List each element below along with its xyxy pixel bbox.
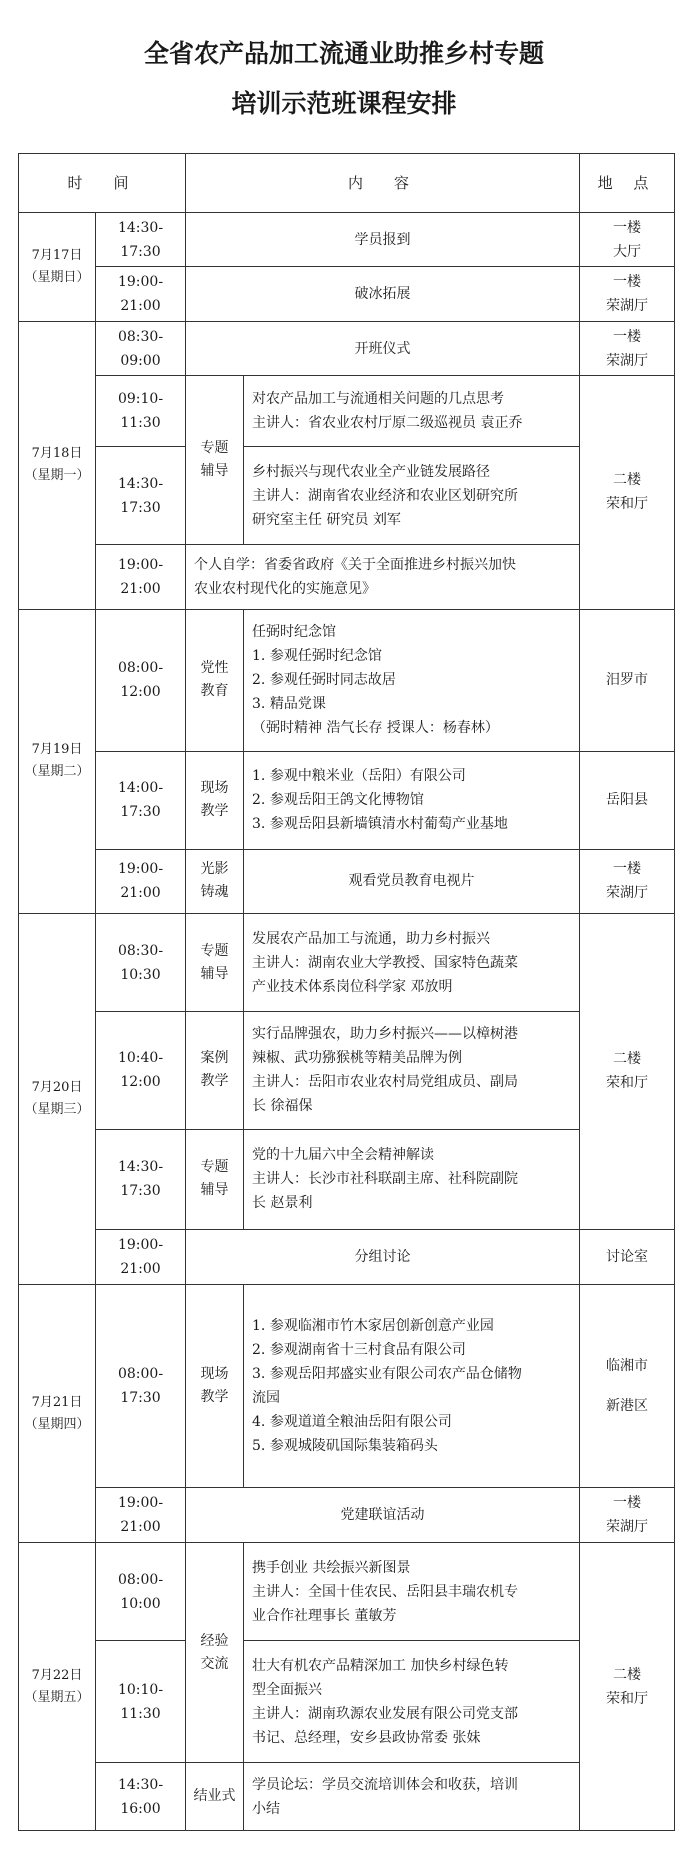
table-row [19, 1129, 675, 1229]
place-cell: 一楼 荣湖厅 [580, 321, 675, 375]
category-cell: 专题 辅导 [186, 914, 244, 1012]
place-cell: 讨论室 [580, 1229, 675, 1285]
content-cell: 携手创业 共绘振兴新图景 主讲人：全国十佳农民、岳阳县丰瑞农机专 业合作社理事长 董敏芳 [244, 1543, 580, 1641]
content-cell: 开班仪式 [186, 321, 580, 375]
date-cell: 7月22日 （星期五） [19, 1543, 96, 1831]
category-cell: 党性 教育 [186, 609, 244, 751]
content-cell: 1. 参观临湘市竹木家居创新创意产业园 2. 参观湖南省十三村食品有限公司 3. 参观岳阳邦盛实业有限公司农产品仓储物 流园 4. 参观道道全粮油岳阳有限公司 5. 参观城陵矶国际集装箱码头 [244, 1285, 580, 1487]
table-row [19, 1285, 675, 1487]
place-cell: 一楼 荣湖厅 [580, 267, 675, 321]
schedule-table [18, 153, 675, 1831]
time-cell: 19:00-21:00 [96, 1229, 186, 1285]
content-cell: 党的十九届六中全会精神解读 主讲人：长沙市社科联副主席、社科院副院 长 赵景利 [244, 1129, 580, 1229]
table-row [19, 321, 675, 375]
content-cell: 破冰拓展 [186, 267, 580, 321]
table-row [19, 914, 675, 1012]
place-cell: 二楼 荣和厅 [580, 914, 675, 1230]
place-cell: 二楼 荣和厅 [580, 1543, 675, 1831]
table-row [19, 1543, 675, 1641]
time-cell: 09:10-11:30 [96, 376, 186, 447]
place-cell: 二楼 荣和厅 [580, 376, 675, 609]
date-cell: 7月20日 （星期三） [19, 914, 96, 1285]
table-row [19, 376, 675, 447]
time-cell: 14:30-17:30 [96, 447, 186, 545]
header-time: 时 间 [19, 154, 186, 213]
category-cell: 专题 辅导 [186, 1129, 244, 1229]
content-cell: 学员报到 [186, 212, 580, 266]
table-row [19, 212, 675, 266]
content-cell: 分组讨论 [186, 1229, 580, 1285]
category-cell: 案例 教学 [186, 1011, 244, 1129]
table-row [19, 751, 675, 849]
time-cell: 08:00-12:00 [96, 609, 186, 751]
date-cell: 7月21日 （星期四） [19, 1285, 96, 1543]
header-row [19, 154, 675, 213]
place-cell: 一楼 大厅 [580, 212, 675, 266]
content-cell: 发展农产品加工与流通，助力乡村振兴 主讲人：湖南农业大学教授、国家特色蔬菜 产业技术体系岗位科学家 邓放明 [244, 914, 580, 1012]
content-cell: 观看党员教育电视片 [244, 849, 580, 913]
content-cell: 对农产品加工与流通相关问题的几点思考 主讲人：省农业农村厅原二级巡视员 袁正乔 [244, 376, 580, 447]
category-cell: 经验 交流 [186, 1543, 244, 1763]
table-row [19, 1487, 675, 1543]
table-row [19, 1763, 675, 1831]
table-row [19, 1229, 675, 1285]
header-content: 内 容 [186, 154, 580, 213]
time-cell: 08:00-17:30 [96, 1285, 186, 1487]
content-cell: 实行品牌强农，助力乡村振兴——以樟树港 辣椒、武功猕猴桃等精美品牌为例 主讲人：岳阳市农业农村局党组成员、副局 长 徐福保 [244, 1011, 580, 1129]
content-cell: 乡村振兴与现代农业全产业链发展路径 主讲人：湖南省农业经济和农业区划研究所 研究室主任 研究员 刘军 [244, 447, 580, 545]
content-cell: 个人自学：省委省政府《关于全面推进乡村振兴加快 农业农村现代化的实施意见》 [186, 545, 580, 609]
content-cell: 任弼时纪念馆 1. 参观任弼时纪念馆 2. 参观任弼时同志故居 3. 精品党课 （弼时精神 浩气长存 授课人：杨春林） [244, 609, 580, 751]
place-cell: 一楼 荣湖厅 [580, 1487, 675, 1543]
table-row [19, 1011, 675, 1129]
page-title: 全省农产品加工流通业助推乡村专题 [143, 39, 544, 68]
date-cell: 7月19日 （星期二） [19, 609, 96, 914]
time-cell: 14:30-17:30 [96, 1129, 186, 1229]
time-cell: 14:30-16:00 [96, 1763, 186, 1831]
time-cell: 08:30-10:30 [96, 914, 186, 1012]
table-row [19, 1640, 675, 1762]
time-cell: 19:00-21:00 [96, 545, 186, 609]
time-cell: 19:00-21:00 [96, 849, 186, 913]
date-cell: 7月18日 （星期一） [19, 321, 96, 609]
category-cell: 现场 教学 [186, 751, 244, 849]
category-cell: 结业式 [186, 1763, 244, 1831]
place-cell: 一楼 荣湖厅 [580, 849, 675, 913]
time-cell: 10:40-12:00 [96, 1011, 186, 1129]
time-cell: 14:30-17:30 [96, 212, 186, 266]
category-cell: 专题 辅导 [186, 376, 244, 545]
time-cell: 14:00-17:30 [96, 751, 186, 849]
content-cell: 学员论坛：学员交流培训体会和收获，培训 小结 [244, 1763, 580, 1831]
place-cell: 汨罗市 [580, 609, 675, 751]
date-cell: 7月17日 （星期日） [19, 212, 96, 321]
time-cell: 19:00-21:00 [96, 267, 186, 321]
category-cell: 现场 教学 [186, 1285, 244, 1487]
table-row [19, 609, 675, 751]
table-row [19, 849, 675, 913]
content-cell: 壮大有机农产品精深加工 加快乡村绿色转 型全面振兴 主讲人：湖南玖源农业发展有限公司党支部 书记、总经理，安乡县政协常委 张妹 [244, 1640, 580, 1762]
category-cell: 光影 铸魂 [186, 849, 244, 913]
table-row [19, 545, 675, 609]
content-cell: 党建联谊活动 [186, 1487, 580, 1543]
table-row [19, 447, 675, 545]
time-cell: 08:00-10:00 [96, 1543, 186, 1641]
header-place: 地 点 [580, 154, 675, 213]
table-row [19, 267, 675, 321]
time-cell: 10:10-11:30 [96, 1640, 186, 1762]
place-cell: 临湘市 新港区 [580, 1285, 675, 1487]
time-cell: 19:00-21:00 [96, 1487, 186, 1543]
time-cell: 08:30-09:00 [96, 321, 186, 375]
page-subtitle: 培训示范班课程安排 [231, 89, 457, 118]
content-cell: 1. 参观中粮米业（岳阳）有限公司 2. 参观岳阳王鸽文化博物馆 3. 参观岳阳县新墙镇清水村葡萄产业基地 [244, 751, 580, 849]
place-cell: 岳阳县 [580, 751, 675, 849]
